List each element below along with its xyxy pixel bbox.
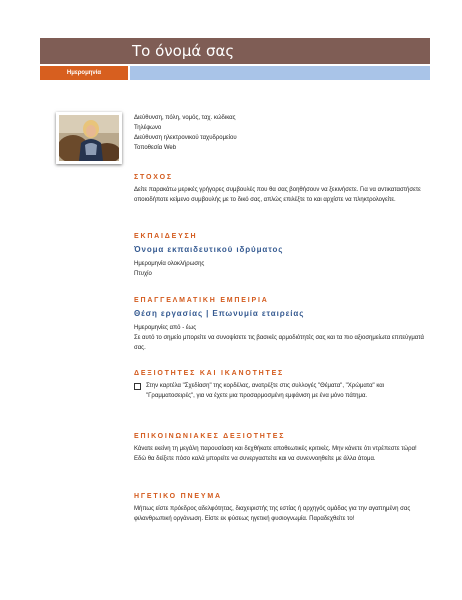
experience-section <box>134 296 430 353</box>
experience-text[interactable]: Σε αυτό το σημείο μπορείτε να συνοψίσετε τις βασικές αρμοδιότητές σας και τα πιο αξιοσημείωτα επιτεύγματά σας. <box>134 335 425 351</box>
skills-bullet-text[interactable]: Στην καρτέλα "Σχεδίαση" της κορδέλας, ανατρέξτε στις συλλογές "Θέματα", "Χρώματα" και "Γραμματοσειρές", για να έχετε μια προσαρμοσμένη εμφάνιση με ένα μόνο πάτημα. <box>146 383 385 399</box>
experience-dates[interactable]: Ημερομηνίες από - έως <box>134 325 197 331</box>
skills-bullet <box>134 381 430 401</box>
leadership-section <box>134 492 430 524</box>
communication-heading: ΕΠΙΚΟΙΝΩΝΙΑΚΕΣ ΔΕΞΙΟΤΗΤΕΣ <box>134 433 286 440</box>
objective-section <box>134 173 430 205</box>
checkbox-bullet-icon <box>134 383 141 390</box>
education-heading: ΕΚΠΑΙΔΕΥΣΗ <box>134 233 198 240</box>
resume-name[interactable]: Το όνομά σας <box>132 42 235 60</box>
portrait-photo[interactable] <box>56 112 122 164</box>
contact-address[interactable]: Διεύθυνση, πόλη, νομός, ταχ. κώδικας <box>134 115 236 121</box>
contact-website[interactable]: Τοποθεσία Web <box>134 145 177 151</box>
objective-heading: ΣΤΟΧΟΣ <box>134 174 173 181</box>
leadership-heading: ΗΓΕΤΙΚΟ ΠΝΕΥΜΑ <box>134 493 222 500</box>
objective-text[interactable]: Δείτε παρακάτω μερικές γρήγορες συμβουλές που θα σας βοηθήσουν να ξεκινήσετε. Για να αντικαταστήσετε οποιοδήποτε κείμενο συμβουλής με το δικό σας, απλώς επιλέξτε το και αρχίστε να πληκτρολογείτε. <box>134 187 421 203</box>
portrait-photo-image <box>59 115 119 161</box>
name-banner <box>40 38 430 64</box>
education-degree[interactable]: Πτυχίο <box>134 271 152 277</box>
date-tab[interactable]: Ημερομηνία <box>40 66 128 80</box>
leadership-text[interactable]: Μήπως είστε πρόεδρος αδελφότητας, διαχειριστής της εστίας ή αρχηγός ομάδας για την αγαπημένη σας φιλανθρωπική οργάνωση. Είστε εκ φύσεως ηγετική φυσιογνωμία. Παραδεχθείτε το! <box>134 506 411 522</box>
contact-block <box>134 113 237 153</box>
communication-section <box>134 432 430 464</box>
skills-heading: ΔΕΞΙΟΤΗΤΕΣ ΚΑΙ ΙΚΑΝΟΤΗΤΕΣ <box>134 370 285 377</box>
contact-email[interactable]: Διεύθυνση ηλεκτρονικού ταχυδρομείου <box>134 135 237 141</box>
contact-phone[interactable]: Τηλέφωνο <box>134 125 162 131</box>
communication-text[interactable]: Κάνατε εκείνη τη μεγάλη παρουσίαση και δεχθήκατε αποθεωτικές κριτικές. Μην κάνετε ότι ντρέπεστε τώρα! Εδώ θα δείξετε πόσο καλά μπορείτε να συνεργαστείτε και να συνεννοηθείτε με άλλα άτομα. <box>134 446 417 462</box>
experience-position[interactable]: Θέση εργασίας | Επωνυμία εταιρείας <box>134 309 305 318</box>
education-date[interactable]: Ημερομηνία ολοκλήρωσης <box>134 261 205 267</box>
education-school[interactable]: Όνομα εκπαιδευτικού ιδρύματος <box>134 245 284 254</box>
experience-heading: ΕΠΑΓΓΕΛΜΑΤΙΚΗ ΕΜΠΕΙΡΙΑ <box>134 297 269 304</box>
skills-section <box>134 369 430 401</box>
accent-bar <box>130 66 430 80</box>
education-section <box>134 232 430 279</box>
